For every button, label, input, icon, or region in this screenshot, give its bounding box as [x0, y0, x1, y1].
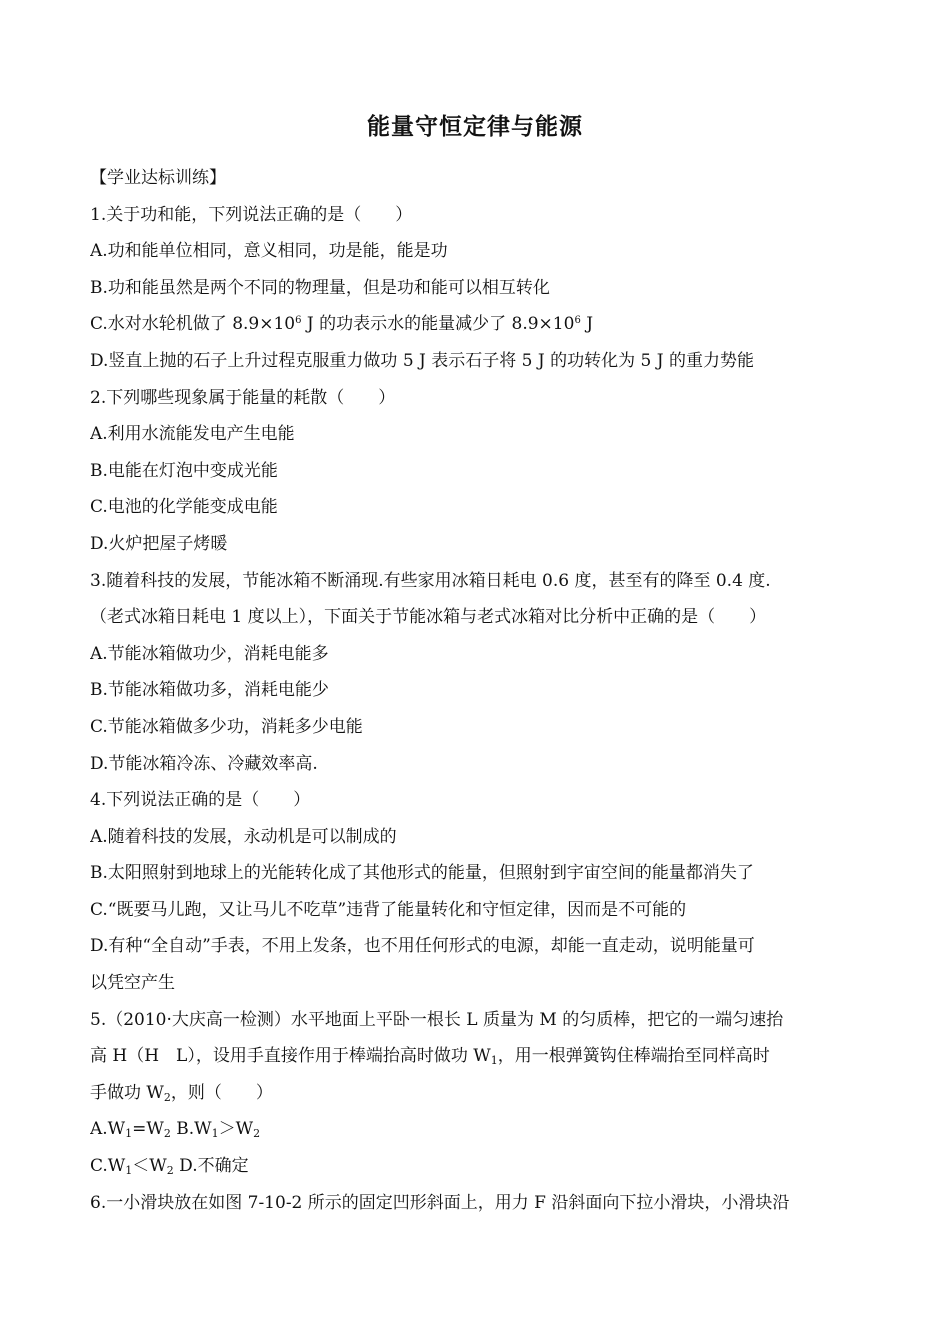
q4-option-a: A.随着科技的发展，永动机是可以制成的 — [90, 826, 397, 847]
q2-option-d: D.火炉把屋子烤暖 — [90, 533, 228, 554]
q3-stem-line-1: 3.随着科技的发展，节能冰箱不断涌现.有些家用冰箱日耗电 0.6 度，甚至有的降至 0.4 度. — [90, 570, 771, 591]
q1-option-b: B.功和能虽然是两个不同的物理量，但是功和能可以相互转化 — [90, 277, 550, 298]
q5-c-sub-2: 2 — [166, 1164, 174, 1178]
q5-a-mid: =W — [132, 1119, 164, 1140]
q3-option-d: D.节能冰箱冷冻、冷藏效率高. — [90, 753, 318, 774]
q5-stem-line-2 — [90, 1038, 870, 1075]
q1-c-text-2: J 的功表示水的能量减少了 8.9×10 — [301, 314, 575, 335]
q5-c-text: C.W — [90, 1156, 126, 1177]
q1-stem: 1.关于功和能，下列说法正确的是（ ） — [90, 204, 413, 225]
q1-option-d: D.竖直上抛的石子上升过程克服重力做功 5 J 表示石子将 5 J 的功转化为 5 J 的重力势能 — [90, 350, 754, 371]
q6-stem-line-1: 6.一小滑块放在如图 7-10-2 所示的固定凹形斜面上，用力 F 沿斜面向下拉小滑块，小滑块沿 — [90, 1192, 790, 1213]
q5-c-sub-1: 1 — [125, 1164, 133, 1178]
q1-c-exponent-2: 6 — [574, 315, 581, 327]
q2-option-c: C.电池的化学能变成电能 — [90, 497, 278, 518]
q5-d-text: D.不确定 — [173, 1156, 249, 1177]
q2-option-a: A.利用水流能发电产生电能 — [90, 424, 295, 445]
q4-option-c: C.“既要马儿跑，又让马儿不吃草”违背了能量转化和守恒定律，因而是不可能的 — [90, 899, 687, 920]
section-heading: 【学业达标训练】 — [90, 168, 226, 188]
q5-stem-line-3 — [90, 1075, 870, 1112]
q1-option-a: A.功和能单位相同，意义相同，功是能，能是功 — [90, 241, 448, 262]
q5-options-c-d — [90, 1148, 870, 1185]
q1-option-c — [90, 306, 870, 343]
q5-b-sub-2: 2 — [253, 1127, 261, 1141]
q5-a-sub-1: 1 — [125, 1127, 133, 1141]
document-body — [90, 160, 870, 1221]
q4-stem: 4.下列说法正确的是（ ） — [90, 790, 311, 811]
q4-option-d-line-1: D.有种“全自动”手表，不用上发条，也不用任何形式的电源，却能一直走动，说明能量可 — [90, 936, 755, 957]
q5-line2-text-1: 高 H（H L），设用手直接作用于棒端抬高时做功 W — [90, 1046, 491, 1067]
q3-stem-line-2: （老式冰箱日耗电 1 度以上），下面关于节能冰箱与老式冰箱对比分析中正确的是（ ） — [90, 607, 767, 628]
q5-line3-subscript: 2 — [163, 1090, 171, 1104]
q1-c-text-1: C.水对水轮机做了 8.9×10 — [90, 314, 296, 335]
q5-options-a-b — [90, 1111, 870, 1148]
q3-option-b: B.节能冰箱做功多，消耗电能少 — [90, 680, 329, 701]
q5-c-mid: ＜W — [132, 1156, 167, 1177]
q5-line2-text-2: ，用一根弹簧钩住棒端抬至同样高时 — [497, 1046, 770, 1067]
q1-c-text-3: J — [580, 314, 594, 335]
q4-option-b: B.太阳照射到地球上的光能转化成了其他形式的能量，但照射到宇宙空间的能量都消失了 — [90, 863, 754, 884]
q5-a-text: A.W — [90, 1119, 126, 1140]
q5-line3-text-1: 手做功 W — [90, 1082, 164, 1103]
q5-b-text: B.W — [170, 1119, 212, 1140]
q2-option-b: B.电能在灯泡中变成光能 — [90, 460, 278, 481]
q5-b-mid: ＞W — [218, 1119, 254, 1140]
q5-line3-text-2: ，则（ ） — [170, 1082, 273, 1103]
q2-stem: 2.下列哪些现象属于能量的耗散（ ） — [90, 387, 396, 408]
q3-option-c: C.节能冰箱做多少功，消耗多少电能 — [90, 716, 363, 737]
q5-b-sub-1: 1 — [211, 1127, 219, 1141]
q5-a-sub-2: 2 — [163, 1127, 171, 1141]
q5-line2-subscript: 1 — [490, 1054, 498, 1068]
q3-option-a: A.节能冰箱做功少，消耗电能多 — [90, 643, 329, 664]
q5-stem-line-1: 5.（2010·大庆高一检测）水平地面上平卧一根长 L 质量为 M 的匀质棒，把它的一端匀速抬 — [90, 1009, 784, 1030]
q4-option-d-line-2: 以凭空产生 — [90, 973, 175, 994]
page-title: 能量守恒定律与能源 — [367, 114, 583, 140]
q1-c-exponent-1: 6 — [295, 315, 302, 327]
